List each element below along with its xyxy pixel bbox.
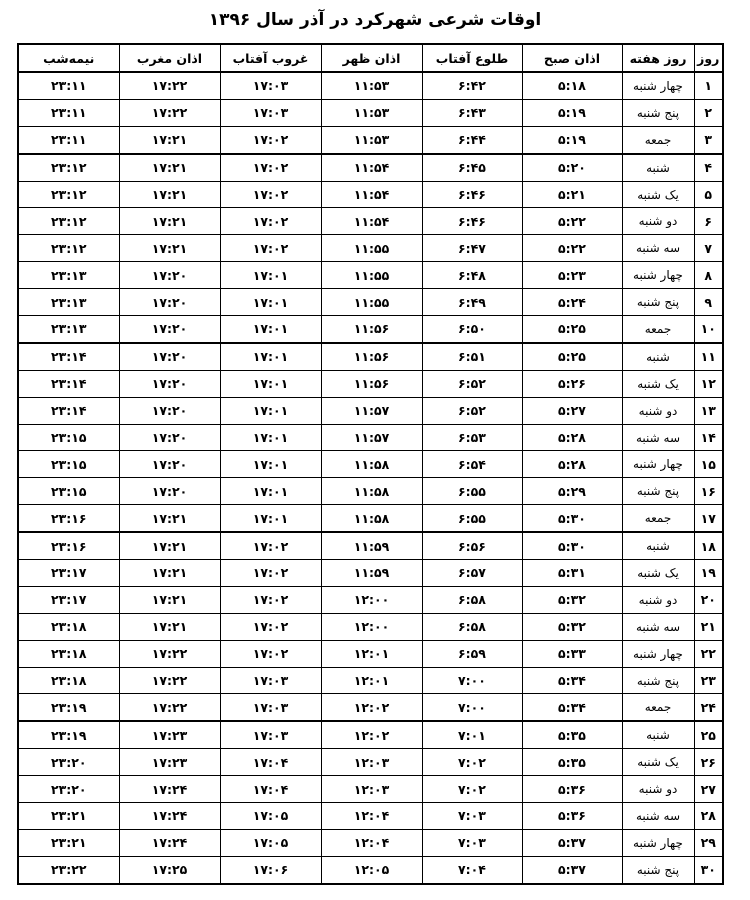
- maghrib-cell: ۱۷:۲۱: [119, 532, 220, 559]
- sunset-cell: ۱۷:۰۱: [220, 316, 321, 343]
- table-row: [18, 235, 723, 262]
- weekday-cell: یک شنبه: [622, 181, 694, 208]
- table-row: [18, 181, 723, 208]
- dhuhr-cell: ۱۲:۰۳: [321, 776, 422, 803]
- dhuhr-cell: ۱۲:۰۵: [321, 856, 422, 883]
- midnight-cell: ۲۳:۱۶: [18, 532, 119, 559]
- sunrise-cell: ۶:۵۲: [422, 370, 522, 397]
- sunset-cell: ۱۷:۰۵: [220, 803, 321, 830]
- day-cell: ۱۸: [694, 532, 723, 559]
- sunset-cell: ۱۷:۰۱: [220, 397, 321, 424]
- day-cell: ۲۷: [694, 776, 723, 803]
- sunset-cell: ۱۷:۰۲: [220, 560, 321, 587]
- maghrib-cell: ۱۷:۲۱: [119, 560, 220, 587]
- sunrise-cell: ۶:۵۴: [422, 451, 522, 478]
- fajr-cell: ۵:۳۳: [522, 640, 622, 667]
- fajr-cell: ۵:۱۹: [522, 99, 622, 126]
- dhuhr-cell: ۱۲:۰۱: [321, 667, 422, 694]
- day-cell: ۱۳: [694, 397, 723, 424]
- sunrise-cell: ۶:۴۸: [422, 262, 522, 289]
- dhuhr-cell: ۱۱:۵۵: [321, 235, 422, 262]
- table-row: [18, 126, 723, 153]
- weekday-cell: دو شنبه: [622, 397, 694, 424]
- fajr-cell: ۵:۳۵: [522, 749, 622, 776]
- sunrise-cell: ۶:۴۲: [422, 72, 522, 99]
- midnight-cell: ۲۳:۱۲: [18, 154, 119, 181]
- sunrise-cell: ۶:۴۹: [422, 289, 522, 316]
- day-cell: ۱: [694, 72, 723, 99]
- weekday-cell: جمعه: [622, 505, 694, 532]
- midnight-cell: ۲۳:۱۵: [18, 451, 119, 478]
- header-sunrise: طلوع آفتاب: [422, 44, 522, 72]
- midnight-cell: ۲۳:۱۸: [18, 667, 119, 694]
- sunrise-cell: ۷:۰۴: [422, 856, 522, 883]
- dhuhr-cell: ۱۱:۵۶: [321, 316, 422, 343]
- table-row: [18, 505, 723, 532]
- weekday-cell: پنج شنبه: [622, 856, 694, 883]
- weekday-cell: دو شنبه: [622, 586, 694, 613]
- dhuhr-cell: ۱۱:۵۵: [321, 262, 422, 289]
- dhuhr-cell: ۱۲:۰۴: [321, 829, 422, 856]
- dhuhr-cell: ۱۱:۵۸: [321, 478, 422, 505]
- midnight-cell: ۲۳:۱۵: [18, 478, 119, 505]
- weekday-cell: شنبه: [622, 343, 694, 370]
- fajr-cell: ۵:۳۰: [522, 532, 622, 559]
- day-cell: ۱۰: [694, 316, 723, 343]
- table-row: [18, 370, 723, 397]
- dhuhr-cell: ۱۲:۰۰: [321, 613, 422, 640]
- weekday-cell: شنبه: [622, 721, 694, 748]
- midnight-cell: ۲۳:۱۷: [18, 560, 119, 587]
- midnight-cell: ۲۳:۱۹: [18, 721, 119, 748]
- sunrise-cell: ۷:۰۳: [422, 803, 522, 830]
- day-cell: ۲۸: [694, 803, 723, 830]
- weekday-cell: چهار شنبه: [622, 72, 694, 99]
- fajr-cell: ۵:۳۴: [522, 694, 622, 721]
- day-cell: ۵: [694, 181, 723, 208]
- fajr-cell: ۵:۳۲: [522, 613, 622, 640]
- day-cell: ۲۶: [694, 749, 723, 776]
- dhuhr-cell: ۱۱:۵۶: [321, 370, 422, 397]
- table-row: [18, 397, 723, 424]
- midnight-cell: ۲۳:۱۷: [18, 586, 119, 613]
- day-cell: ۳۰: [694, 856, 723, 883]
- weekday-cell: چهار شنبه: [622, 640, 694, 667]
- header-maghrib: اذان مغرب: [119, 44, 220, 72]
- table-row: [18, 586, 723, 613]
- fajr-cell: ۵:۲۵: [522, 343, 622, 370]
- maghrib-cell: ۱۷:۲۳: [119, 749, 220, 776]
- day-cell: ۲۹: [694, 829, 723, 856]
- sunrise-cell: ۶:۵۲: [422, 397, 522, 424]
- table-row: [18, 289, 723, 316]
- dhuhr-cell: ۱۲:۰۰: [321, 586, 422, 613]
- table-row: [18, 721, 723, 748]
- day-cell: ۱۷: [694, 505, 723, 532]
- fajr-cell: ۵:۲۸: [522, 424, 622, 451]
- fajr-cell: ۵:۳۰: [522, 505, 622, 532]
- sunset-cell: ۱۷:۰۲: [220, 208, 321, 235]
- dhuhr-cell: ۱۱:۵۴: [321, 208, 422, 235]
- fajr-cell: ۵:۲۰: [522, 154, 622, 181]
- header-dhuhr: اذان ظهر: [321, 44, 422, 72]
- maghrib-cell: ۱۷:۲۰: [119, 343, 220, 370]
- sunrise-cell: ۷:۰۲: [422, 749, 522, 776]
- table-row: [18, 154, 723, 181]
- sunrise-cell: ۶:۵۷: [422, 560, 522, 587]
- day-cell: ۱۹: [694, 560, 723, 587]
- dhuhr-cell: ۱۱:۵۶: [321, 343, 422, 370]
- fajr-cell: ۵:۲۹: [522, 478, 622, 505]
- maghrib-cell: ۱۷:۲۱: [119, 613, 220, 640]
- weekday-cell: پنج شنبه: [622, 478, 694, 505]
- table-row: [18, 72, 723, 99]
- sunset-cell: ۱۷:۰۱: [220, 424, 321, 451]
- sunset-cell: ۱۷:۰۳: [220, 667, 321, 694]
- weekday-cell: یک شنبه: [622, 370, 694, 397]
- midnight-cell: ۲۳:۲۰: [18, 776, 119, 803]
- sunset-cell: ۱۷:۰۱: [220, 370, 321, 397]
- fajr-cell: ۵:۳۷: [522, 829, 622, 856]
- table-row: [18, 667, 723, 694]
- maghrib-cell: ۱۷:۲۴: [119, 829, 220, 856]
- header-day: روز: [694, 44, 723, 72]
- dhuhr-cell: ۱۱:۵۳: [321, 72, 422, 99]
- weekday-cell: چهار شنبه: [622, 451, 694, 478]
- weekday-cell: پنج شنبه: [622, 289, 694, 316]
- midnight-cell: ۲۳:۱۳: [18, 289, 119, 316]
- table-row: [18, 694, 723, 721]
- fajr-cell: ۵:۳۶: [522, 776, 622, 803]
- weekday-cell: یک شنبه: [622, 749, 694, 776]
- maghrib-cell: ۱۷:۲۰: [119, 316, 220, 343]
- sunset-cell: ۱۷:۰۴: [220, 749, 321, 776]
- sunset-cell: ۱۷:۰۴: [220, 776, 321, 803]
- sunrise-cell: ۶:۵۱: [422, 343, 522, 370]
- sunset-cell: ۱۷:۰۲: [220, 181, 321, 208]
- weekday-cell: سه شنبه: [622, 235, 694, 262]
- day-cell: ۴: [694, 154, 723, 181]
- sunrise-cell: ۶:۵۹: [422, 640, 522, 667]
- midnight-cell: ۲۳:۱۴: [18, 343, 119, 370]
- midnight-cell: ۲۳:۱۲: [18, 181, 119, 208]
- dhuhr-cell: ۱۱:۵۸: [321, 451, 422, 478]
- dhuhr-cell: ۱۲:۰۲: [321, 694, 422, 721]
- sunset-cell: ۱۷:۰۳: [220, 99, 321, 126]
- sunset-cell: ۱۷:۰۵: [220, 829, 321, 856]
- sunset-cell: ۱۷:۰۳: [220, 694, 321, 721]
- prayer-times-table: [17, 43, 724, 885]
- midnight-cell: ۲۳:۱۱: [18, 99, 119, 126]
- day-cell: ۲۴: [694, 694, 723, 721]
- table-row: [18, 451, 723, 478]
- weekday-cell: سه شنبه: [622, 424, 694, 451]
- sunset-cell: ۱۷:۰۲: [220, 126, 321, 153]
- dhuhr-cell: ۱۱:۵۳: [321, 99, 422, 126]
- sunrise-cell: ۶:۴۳: [422, 99, 522, 126]
- dhuhr-cell: ۱۱:۵۹: [321, 560, 422, 587]
- day-cell: ۱۵: [694, 451, 723, 478]
- table-row: [18, 478, 723, 505]
- maghrib-cell: ۱۷:۲۰: [119, 262, 220, 289]
- sunrise-cell: ۶:۴۵: [422, 154, 522, 181]
- day-cell: ۲۵: [694, 721, 723, 748]
- maghrib-cell: ۱۷:۲۱: [119, 181, 220, 208]
- fajr-cell: ۵:۲۶: [522, 370, 622, 397]
- sunrise-cell: ۶:۵۶: [422, 532, 522, 559]
- day-cell: ۱۴: [694, 424, 723, 451]
- table-row: [18, 613, 723, 640]
- day-cell: ۲۰: [694, 586, 723, 613]
- day-cell: ۲۲: [694, 640, 723, 667]
- midnight-cell: ۲۳:۱۳: [18, 316, 119, 343]
- fajr-cell: ۵:۲۲: [522, 208, 622, 235]
- sunset-cell: ۱۷:۰۱: [220, 262, 321, 289]
- fajr-cell: ۵:۲۵: [522, 316, 622, 343]
- fajr-cell: ۵:۲۴: [522, 289, 622, 316]
- maghrib-cell: ۱۷:۲۳: [119, 721, 220, 748]
- sunrise-cell: ۶:۵۰: [422, 316, 522, 343]
- day-cell: ۶: [694, 208, 723, 235]
- dhuhr-cell: ۱۲:۰۴: [321, 803, 422, 830]
- day-cell: ۲: [694, 99, 723, 126]
- dhuhr-cell: ۱۱:۵۵: [321, 289, 422, 316]
- midnight-cell: ۲۳:۱۸: [18, 640, 119, 667]
- day-cell: ۳: [694, 126, 723, 153]
- midnight-cell: ۲۳:۱۲: [18, 208, 119, 235]
- sunrise-cell: ۶:۵۳: [422, 424, 522, 451]
- sunset-cell: ۱۷:۰۳: [220, 72, 321, 99]
- table-row: [18, 316, 723, 343]
- sunrise-cell: ۶:۵۵: [422, 478, 522, 505]
- sunset-cell: ۱۷:۰۱: [220, 451, 321, 478]
- table-row: [18, 829, 723, 856]
- maghrib-cell: ۱۷:۲۲: [119, 72, 220, 99]
- day-cell: ۹: [694, 289, 723, 316]
- sunset-cell: ۱۷:۰۶: [220, 856, 321, 883]
- dhuhr-cell: ۱۲:۰۳: [321, 749, 422, 776]
- sunrise-cell: ۶:۴۷: [422, 235, 522, 262]
- midnight-cell: ۲۳:۲۱: [18, 829, 119, 856]
- maghrib-cell: ۱۷:۲۰: [119, 478, 220, 505]
- maghrib-cell: ۱۷:۲۰: [119, 451, 220, 478]
- day-cell: ۷: [694, 235, 723, 262]
- maghrib-cell: ۱۷:۲۲: [119, 640, 220, 667]
- sunrise-cell: ۷:۰۳: [422, 829, 522, 856]
- sunrise-cell: ۶:۴۶: [422, 208, 522, 235]
- table-row: [18, 424, 723, 451]
- sunrise-cell: ۷:۰۲: [422, 776, 522, 803]
- fajr-cell: ۵:۲۲: [522, 235, 622, 262]
- maghrib-cell: ۱۷:۲۲: [119, 99, 220, 126]
- day-cell: ۱۱: [694, 343, 723, 370]
- maghrib-cell: ۱۷:۲۱: [119, 586, 220, 613]
- dhuhr-cell: ۱۱:۵۷: [321, 424, 422, 451]
- maghrib-cell: ۱۷:۲۰: [119, 370, 220, 397]
- fajr-cell: ۵:۲۷: [522, 397, 622, 424]
- midnight-cell: ۲۳:۱۴: [18, 370, 119, 397]
- table-row: [18, 640, 723, 667]
- fajr-cell: ۵:۱۸: [522, 72, 622, 99]
- maghrib-cell: ۱۷:۲۱: [119, 235, 220, 262]
- sunrise-cell: ۶:۴۴: [422, 126, 522, 153]
- sunset-cell: ۱۷:۰۱: [220, 478, 321, 505]
- table-header-row: [18, 44, 723, 72]
- dhuhr-cell: ۱۱:۵۴: [321, 181, 422, 208]
- sunset-cell: ۱۷:۰۲: [220, 532, 321, 559]
- midnight-cell: ۲۳:۱۴: [18, 397, 119, 424]
- fajr-cell: ۵:۳۶: [522, 803, 622, 830]
- sunrise-cell: ۷:۰۰: [422, 694, 522, 721]
- fajr-cell: ۵:۳۵: [522, 721, 622, 748]
- sunrise-cell: ۶:۵۸: [422, 613, 522, 640]
- maghrib-cell: ۱۷:۲۱: [119, 154, 220, 181]
- weekday-cell: جمعه: [622, 126, 694, 153]
- dhuhr-cell: ۱۲:۰۱: [321, 640, 422, 667]
- sunset-cell: ۱۷:۰۱: [220, 505, 321, 532]
- dhuhr-cell: ۱۲:۰۲: [321, 721, 422, 748]
- table-row: [18, 856, 723, 883]
- midnight-cell: ۲۳:۱۶: [18, 505, 119, 532]
- midnight-cell: ۲۳:۱۱: [18, 72, 119, 99]
- sunset-cell: ۱۷:۰۲: [220, 640, 321, 667]
- sunset-cell: ۱۷:۰۲: [220, 235, 321, 262]
- dhuhr-cell: ۱۱:۵۴: [321, 154, 422, 181]
- sunrise-cell: ۷:۰۱: [422, 721, 522, 748]
- maghrib-cell: ۱۷:۲۴: [119, 803, 220, 830]
- fajr-cell: ۵:۳۷: [522, 856, 622, 883]
- midnight-cell: ۲۳:۱۲: [18, 235, 119, 262]
- midnight-cell: ۲۳:۲۲: [18, 856, 119, 883]
- midnight-cell: ۲۳:۱۵: [18, 424, 119, 451]
- weekday-cell: شنبه: [622, 154, 694, 181]
- weekday-cell: دو شنبه: [622, 776, 694, 803]
- maghrib-cell: ۱۷:۲۴: [119, 776, 220, 803]
- table-row: [18, 803, 723, 830]
- maghrib-cell: ۱۷:۲۱: [119, 505, 220, 532]
- sunset-cell: ۱۷:۰۱: [220, 343, 321, 370]
- header-sunset: غروب آفتاب: [220, 44, 321, 72]
- table-row: [18, 560, 723, 587]
- day-cell: ۱۲: [694, 370, 723, 397]
- sunset-cell: ۱۷:۰۲: [220, 154, 321, 181]
- weekday-cell: چهار شنبه: [622, 829, 694, 856]
- maghrib-cell: ۱۷:۲۲: [119, 694, 220, 721]
- fajr-cell: ۵:۱۹: [522, 126, 622, 153]
- table-row: [18, 208, 723, 235]
- table-body: [18, 72, 723, 884]
- dhuhr-cell: ۱۱:۵۸: [321, 505, 422, 532]
- day-cell: ۲۱: [694, 613, 723, 640]
- table-row: [18, 99, 723, 126]
- maghrib-cell: ۱۷:۲۱: [119, 208, 220, 235]
- maghrib-cell: ۱۷:۲۱: [119, 126, 220, 153]
- sunrise-cell: ۷:۰۰: [422, 667, 522, 694]
- fajr-cell: ۵:۳۲: [522, 586, 622, 613]
- midnight-cell: ۲۳:۱۹: [18, 694, 119, 721]
- weekday-cell: پنج شنبه: [622, 667, 694, 694]
- weekday-cell: پنج شنبه: [622, 99, 694, 126]
- day-cell: ۸: [694, 262, 723, 289]
- weekday-cell: یک شنبه: [622, 560, 694, 587]
- sunrise-cell: ۶:۴۶: [422, 181, 522, 208]
- dhuhr-cell: ۱۱:۵۳: [321, 126, 422, 153]
- weekday-cell: جمعه: [622, 694, 694, 721]
- table-row: [18, 262, 723, 289]
- weekday-cell: شنبه: [622, 532, 694, 559]
- weekday-cell: جمعه: [622, 316, 694, 343]
- sunset-cell: ۱۷:۰۲: [220, 613, 321, 640]
- table-row: [18, 343, 723, 370]
- sunset-cell: ۱۷:۰۳: [220, 721, 321, 748]
- weekday-cell: چهار شنبه: [622, 262, 694, 289]
- table-row: [18, 749, 723, 776]
- day-cell: ۱۶: [694, 478, 723, 505]
- fajr-cell: ۵:۲۸: [522, 451, 622, 478]
- weekday-cell: سه شنبه: [622, 613, 694, 640]
- maghrib-cell: ۱۷:۲۰: [119, 289, 220, 316]
- sunset-cell: ۱۷:۰۲: [220, 586, 321, 613]
- table-row: [18, 776, 723, 803]
- maghrib-cell: ۱۷:۲۰: [119, 424, 220, 451]
- weekday-cell: دو شنبه: [622, 208, 694, 235]
- fajr-cell: ۵:۲۳: [522, 262, 622, 289]
- sunrise-cell: ۶:۵۸: [422, 586, 522, 613]
- header-weekday: روز هفته: [622, 44, 694, 72]
- maghrib-cell: ۱۷:۲۰: [119, 397, 220, 424]
- maghrib-cell: ۱۷:۲۵: [119, 856, 220, 883]
- dhuhr-cell: ۱۱:۵۹: [321, 532, 422, 559]
- day-cell: ۲۳: [694, 667, 723, 694]
- maghrib-cell: ۱۷:۲۲: [119, 667, 220, 694]
- midnight-cell: ۲۳:۱۱: [18, 126, 119, 153]
- dhuhr-cell: ۱۱:۵۷: [321, 397, 422, 424]
- midnight-cell: ۲۳:۱۳: [18, 262, 119, 289]
- fajr-cell: ۵:۲۱: [522, 181, 622, 208]
- weekday-cell: سه شنبه: [622, 803, 694, 830]
- table-row: [18, 532, 723, 559]
- midnight-cell: ۲۳:۱۸: [18, 613, 119, 640]
- fajr-cell: ۵:۳۱: [522, 560, 622, 587]
- midnight-cell: ۲۳:۲۱: [18, 803, 119, 830]
- page-title: اوقات شرعی شهرکرد در آذر سال ۱۳۹۶: [208, 10, 542, 30]
- fajr-cell: ۵:۳۴: [522, 667, 622, 694]
- sunrise-cell: ۶:۵۵: [422, 505, 522, 532]
- sunset-cell: ۱۷:۰۱: [220, 289, 321, 316]
- header-fajr: اذان صبح: [522, 44, 622, 72]
- header-midnight: نیمه‌شب: [18, 44, 119, 72]
- midnight-cell: ۲۳:۲۰: [18, 749, 119, 776]
